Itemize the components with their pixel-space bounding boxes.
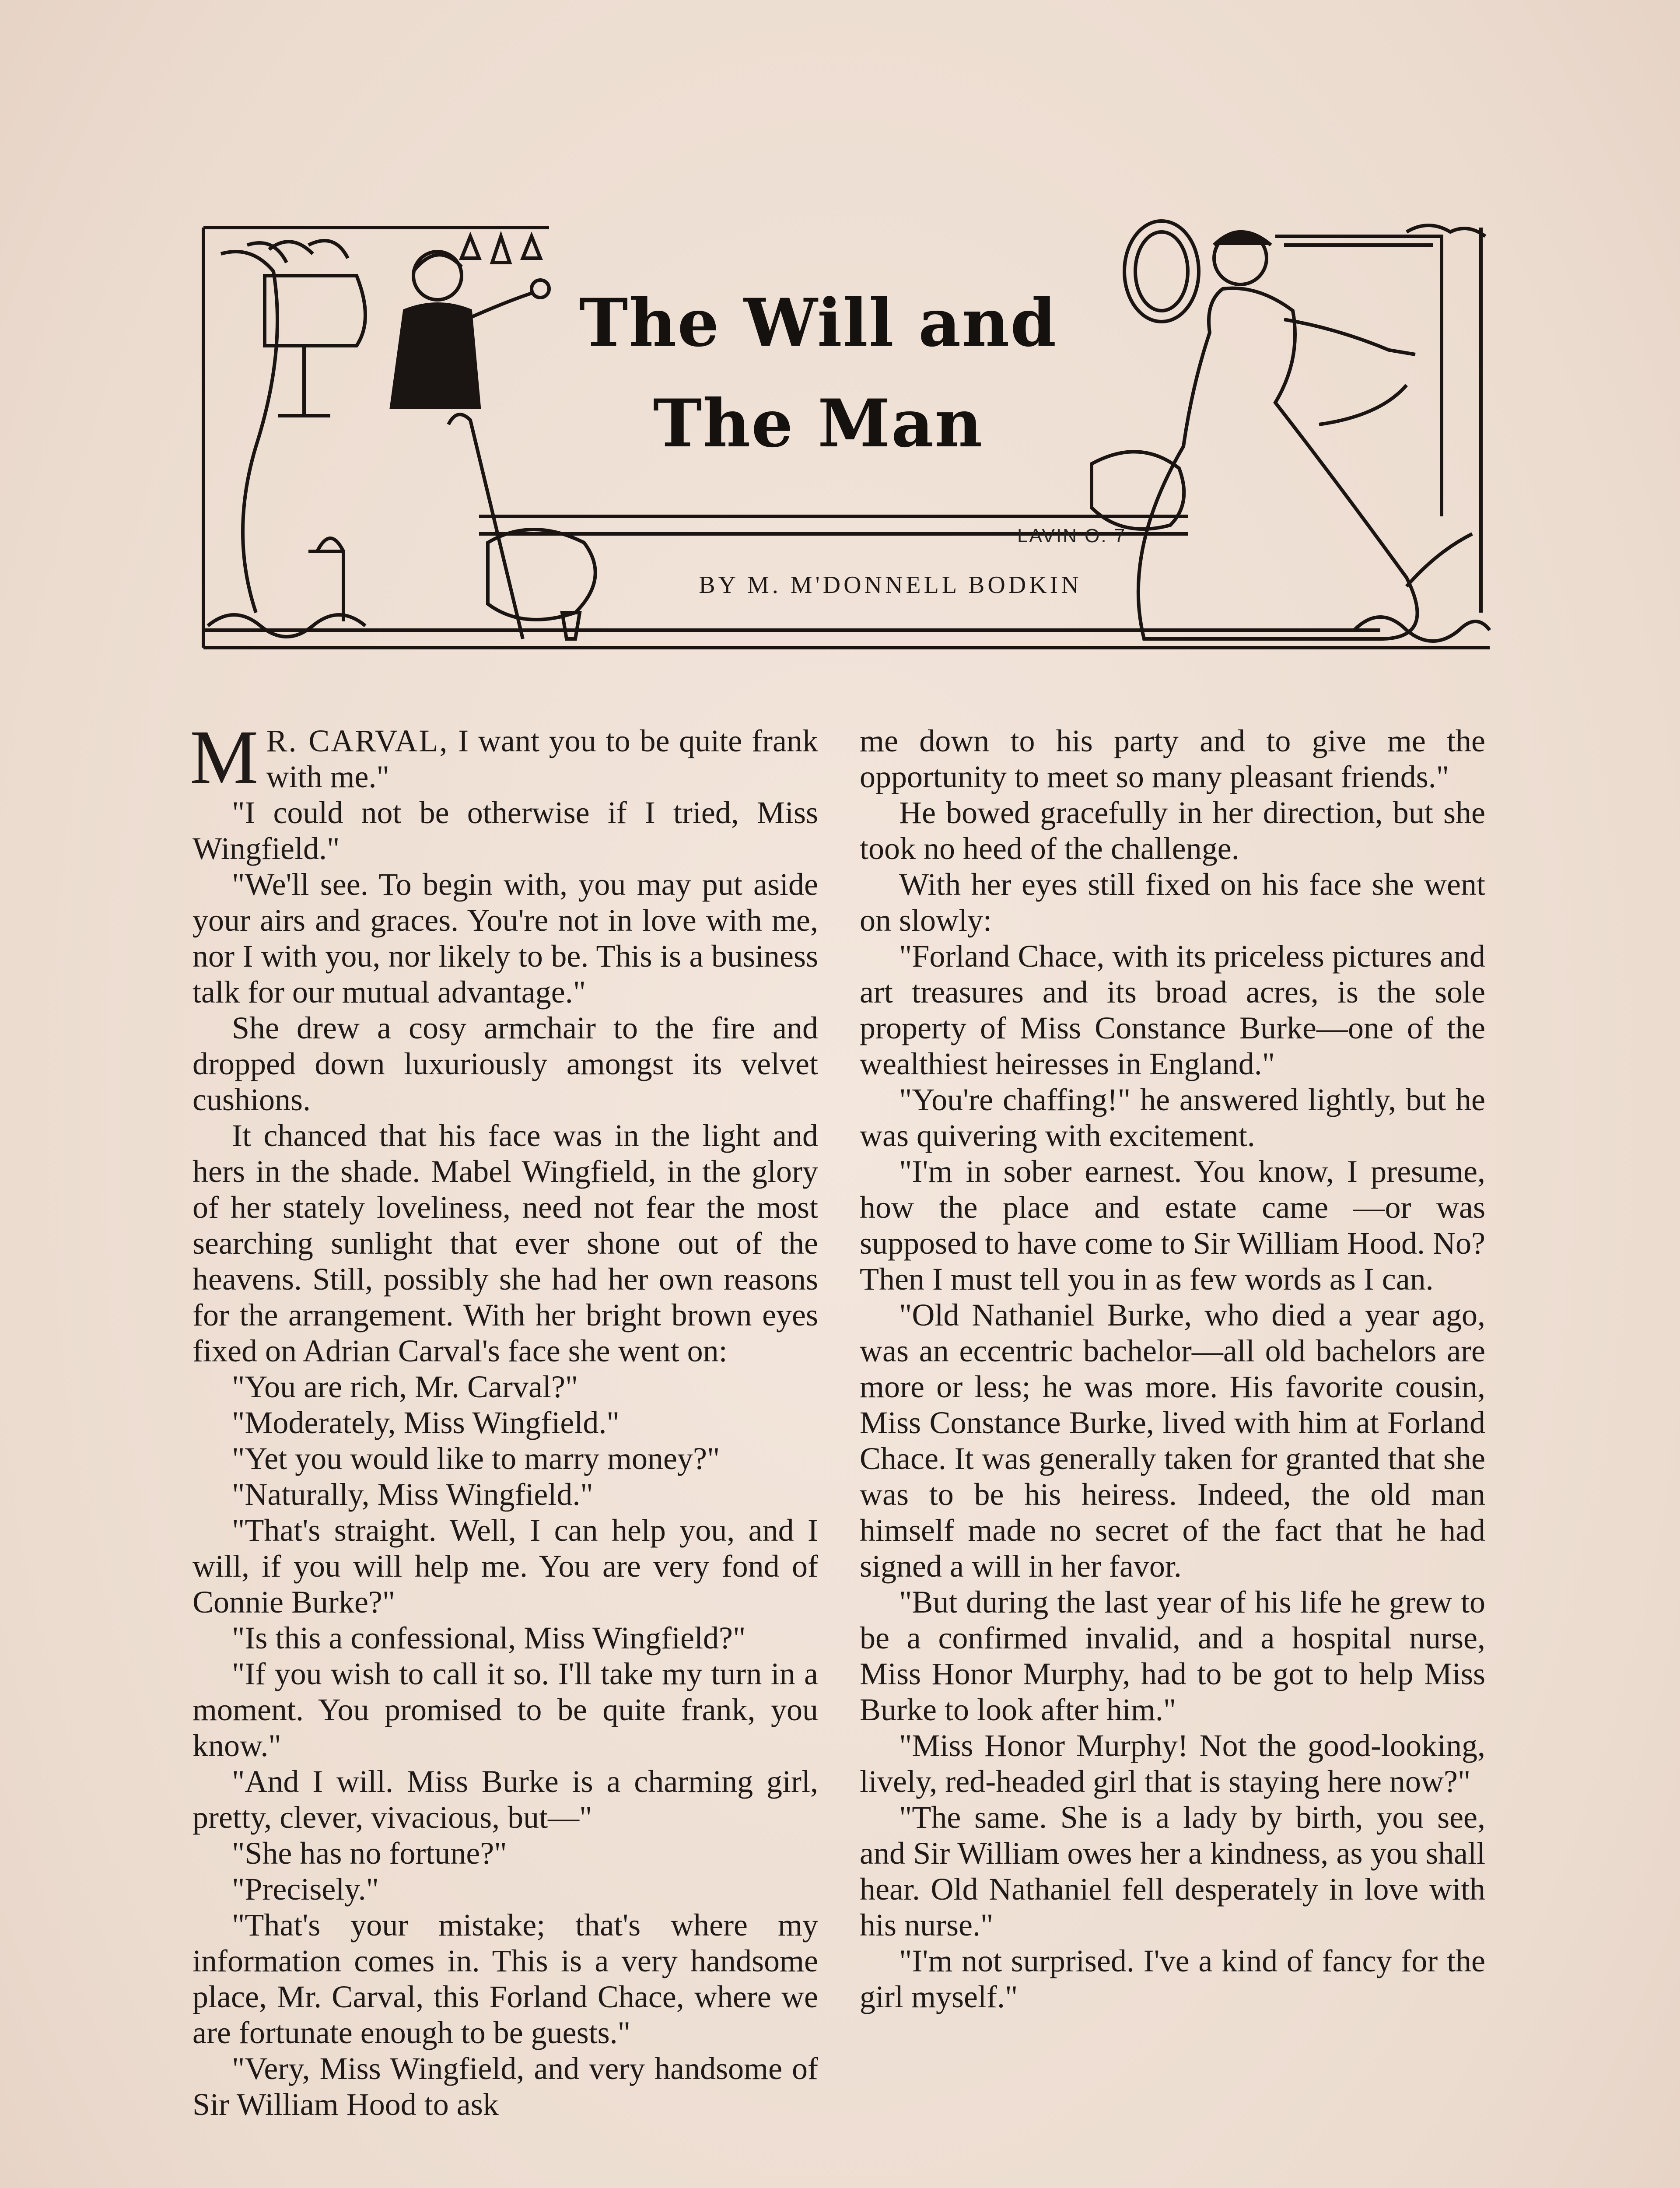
paragraph: "Very, Miss Wingfield, and very handsome of Sir William Hood to ask: [192, 2051, 818, 2122]
opening-paragraph: [190, 715, 818, 800]
paragraph: "But during the last year of his life he grew to be a confirmed invalid, and a hospital nurse, Miss Honor Murphy, had to be got to help Miss Burke to look after him.": [860, 1585, 1485, 1727]
paragraph-continued: me down to his party and to give me the opportunity to meet so many pleasant friends.": [860, 723, 1485, 794]
paragraph: "I'm not surprised. I've a kind of fancy for the girl myself.": [860, 1943, 1485, 2014]
opening-small-caps: R. CARVAL,: [266, 723, 449, 758]
paragraph: "I could not be otherwise if I tried, Miss Wingfield.": [192, 795, 818, 866]
paragraph: "Is this a confessional, Miss Wingfield?": [232, 1620, 746, 1655]
drop-cap: M: [190, 715, 259, 800]
paragraph: "Forland Chace, with its priceless pictures and art treasures and its broad acres, is the sole property of Miss Constance Burke—one of the wealthiest heiresses in England.": [860, 939, 1485, 1081]
paragraph: "And I will. Miss Burke is a charming girl, pretty, clever, vivacious, but—": [192, 1764, 818, 1835]
paragraph: "She has no fortune?": [232, 1836, 507, 1871]
paragraph: "That's your mistake; that's where my information comes in. This is a very handsome place, Mr. Carval, this Forland Chace, where we are fortunate enough to be guests.": [192, 1907, 818, 2050]
paragraph: She drew a cosy armchair to the fire and dropped down luxuriously amongst its velvet cushions.: [192, 1010, 818, 1117]
paragraph: "We'll see. To begin with, you may put aside your airs and graces. You're not in love with me, nor I with you, nor likely to be. This is a business talk for our mutual advantage.": [192, 867, 818, 1010]
paragraph: "The same. She is a lady by birth, you see, and Sir William owes her a kindness, as you shall hear. Old Nathaniel fell desperately in love with his nurse.": [860, 1800, 1485, 1943]
paragraph: "That's straight. Well, I can help you, and I will, if you will help me. You are very fond of Connie Burke?": [192, 1513, 818, 1620]
paragraph: "You are rich, Mr. Carval?": [232, 1369, 578, 1404]
paragraph: He bowed gracefully in her direction, but she took no heed of the challenge.: [860, 795, 1485, 866]
paragraph: "Precisely.": [232, 1872, 379, 1907]
paragraph: "Old Nathaniel Burke, who died a year ago, was an eccentric bachelor—all old bachelors are more or less; he was more. His favorite cousin, Miss Constance Burke, lived with him at Forland Chace. It was generally taken for granted that she was to be his heiress. Indeed, the old man himself made no secret of the fact that he had signed a will in her favor.: [860, 1297, 1485, 1584]
right-column: [860, 723, 1485, 2015]
paragraph: It chanced that his face was in the light and hers in the shade. Mabel Wingfield, in the glory of her stately loveliness, need not fear the most searching sunlight that ever shone out of the heavens. Still, possibly she had her own reasons for the arrangement. With her bright brown eyes fixed on Adrian Carval's face she went on:: [192, 1118, 818, 1368]
article-title-line-1: The Will and: [579, 284, 1057, 361]
title-block: [536, 267, 1100, 462]
article-title-line-2: The Man: [653, 385, 984, 462]
paragraph: "If you wish to call it so. I'll take my turn in a moment. You promised to be quite frank, you know.": [192, 1656, 818, 1763]
opening-text: I want you to be quite frank with me.": [266, 723, 818, 794]
paragraph: With her eyes still fixed on his face she went on slowly:: [860, 867, 1485, 938]
left-column: [190, 715, 818, 2122]
header-illustration: [199, 219, 1494, 665]
paragraph: "Miss Honor Murphy! Not the good-looking, lively, red-headed girl that is staying here now?": [860, 1728, 1485, 1799]
paragraph: "Moderately, Miss Wingfield.": [232, 1405, 620, 1440]
paragraph: "Naturally, Miss Wingfield.": [232, 1477, 593, 1512]
paragraph: "You're chaffing!" he answered lightly, but he was quivering with excitement.: [860, 1082, 1485, 1153]
paragraph: "Yet you would like to marry money?": [232, 1441, 720, 1476]
artist-signature: LAVIN O. 7: [1017, 525, 1127, 547]
paragraph: "I'm in sober earnest. You know, I presume, how the place and estate came —or was supposed to have come to Sir William Hood. No? Then I must tell you in as few words as I can.: [860, 1154, 1485, 1297]
byline: BY M. M'DONNELL BODKIN: [699, 572, 1082, 599]
